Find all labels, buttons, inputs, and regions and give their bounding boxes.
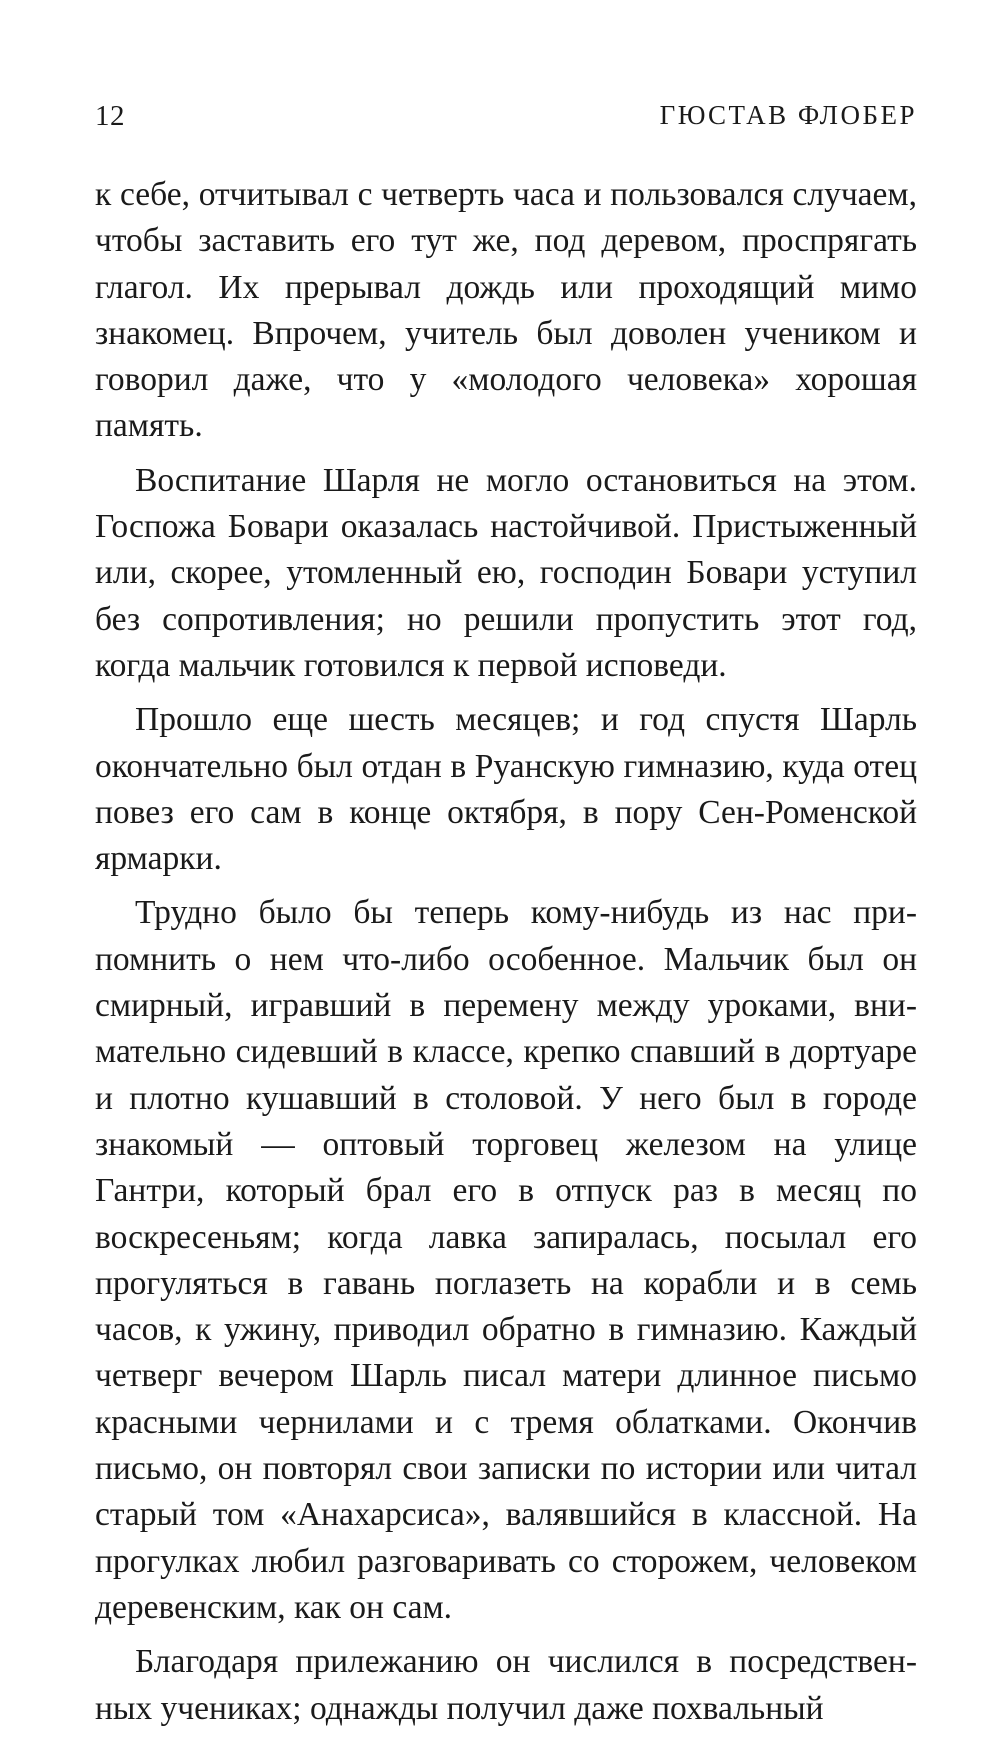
running-head [95, 100, 917, 140]
body-text [95, 172, 917, 1740]
paragraph: Благодаря прилежанию он числился в посредственных учениках; однажды получил даже похвальный [95, 1643, 917, 1727]
author-name: ГЮСТАВ ФЛОБЕР [659, 100, 917, 130]
paragraph-continuation: к себе, отчитывал с четверть часа и пользовался случаем, чтобы заставить его тут же, под деревом, проспрягать глагол. Их прерывал дождь или проходящий мимо знакомец. Впрочем, учитель был доволен учеником и говорил даже, что у «молодого человека» хорошая память. [95, 176, 917, 445]
paragraph: Трудно было бы теперь кому-нибудь из нас припомнить о нем что-либо особенное. Мальчик был он смирный, игравший в перемену между уроками, внимательно сидевший в классе, крепко спавший в дортуаре и плотно кушавший в столовой. У него был в городе знакомый — оптовый торговец железом на улице Гантри, который брал его в отпуск раз в месяц по воскресеньям; когда лавка запиралась, посылал его прогуляться в гавань поглазеть на корабли и в семь часов, к ужину, приводил обратно в гимназию. Каждый четверг вечером Шарль писал матери длинное письмо красными чернилами и с тремя облатками. Окончив письмо, он повторял свои записки по истории или читал старый том «Анахарсиса», валявшийся в классной. На прогулках любил разговаривать со сторожем, человеком деревенским, как он сам. [95, 894, 917, 1626]
paragraph: Воспитание Шарля не могло остановиться на этом. Госпожа Бовари оказалась настойчивой. Пристыженный или, скорее, утомленный ею, господин Бовари уступил без сопротивления; но решили пропустить этот год, когда мальчик готовился к первой исповеди. [95, 461, 917, 684]
page-number: 12 [95, 100, 125, 132]
paragraph: Прошло еще шесть месяцев; и год спустя Шарль окончательно был отдан в Руанскую гимназию, куда отец повез его сам в конце октября, в пору Сен-Роменской ярмарки. [95, 701, 917, 878]
